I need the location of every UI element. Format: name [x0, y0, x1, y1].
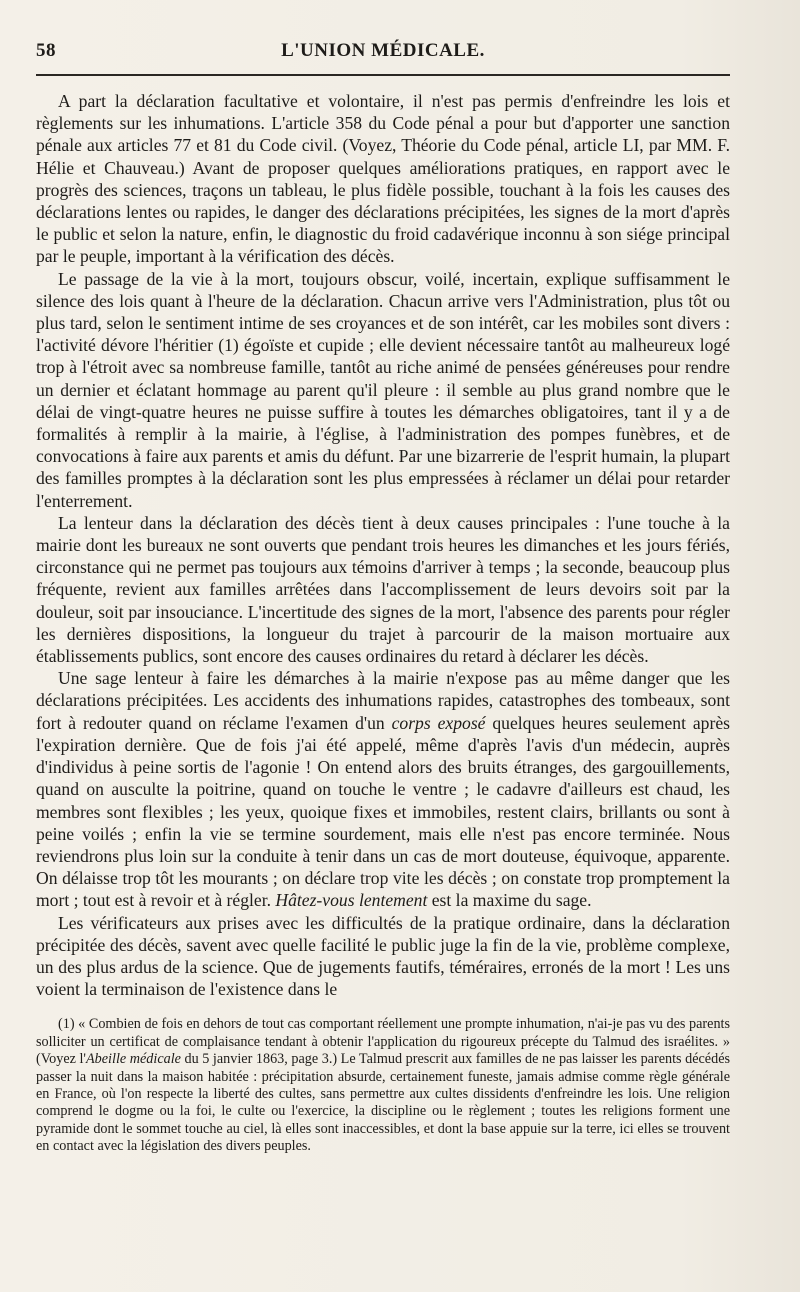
paragraph-4-part-b: quelques heures seulement après l'expiration dernière. Que de fois j'ai été appelé, même d'après l'avis d'un médecin, auprès d'individus à peine sortis de l'agonie ! On entend alors des bruits étranges, des gargouillements, quand on ausculte la poitrine, quand on touche le ventre ; le cadavre d'ailleurs est chaud, les membres sont flexibles ; les yeux, quoique fixes et immobiles, restent clairs, brillants ou sont à peine voilés ; enfin la vie se termine sourdement, mais elle n'est pas encore terminée. Nous reviendrons plus loin sur la conduite à tenir dans un cas de mort douteuse, équivoque, apparente. On délaisse trop tôt les mourants ; on déclare trop vite les décès ; on constate trop promptement la mort ; tout est à revoir et à régler. — [36, 712, 730, 911]
article-body — [36, 90, 730, 1000]
page-number: 58 — [36, 40, 56, 61]
paragraph-4 — [36, 667, 730, 911]
paragraph-4-emphasis-maxim: Hâtez-vous lentement — [275, 890, 428, 911]
paragraph-2: Le passage de la vie à la mort, toujours obscur, voilé, incertain, explique suffisamment le silence des lois quant à l'heure de la déclaration. Chacun arrive vers l'Administration, plus tôt ou plus tard, selon le sentiment intime de ses croyances et de son intérêt, car les mobiles sont divers : l'activité dévore l'héritier (1) égoïste et cupide ; elle devient nécessaire tantôt au malheureux logé trop à l'étroit avec sa nombreuse famille, tantôt au riche animé de pensées généreuses pour rendre un dernier et éclatant hommage au parent qu'il pleure : il semble au plus grand nombre que le délai de vingt-quatre heures ne puisse suffire à toutes les démarches obligatoires, tant il y a de formalités à remplir à la mairie, à l'église, à l'administration des pompes funèbres, et de convocations à faire aux parents et amis du défunt. Par une bizarrerie de l'esprit humain, la plupart des familles promptes à la déclaration sont les plus empressées à réclamer un délai pour retarder l'enterrement. — [36, 268, 730, 511]
running-head — [36, 34, 730, 70]
footnote — [36, 1016, 730, 1155]
paragraph-1: A part la déclaration facultative et volontaire, il n'est pas permis d'enfreindre les lois et règlements sur les inhumations. L'article 358 du Code pénal a pour but d'apporter une sanction pénale aux articles 77 et 81 du Code civil. (Voyez, Théorie du Code pénal, article LI, par MM. F. Hélie et Chauveau.) Avant de proposer quelques améliorations pratiques, en rapport avec le progrès des sciences, traçons un tableau, le plus fidèle possible, touchant à la fois les causes des déclarations lentes ou rapides, le danger des déclarations précipitées, les signes de la mort d'après le public et selon la nature, enfin, le diagnostic du froid cadavérique inconnu à son siége principal par le peuple, important à la vérification des décès. — [36, 91, 730, 267]
paragraph-4-emphasis-corps-expose: corps exposé — [391, 712, 486, 733]
journal-title: L'UNION MÉDICALE. — [281, 40, 485, 61]
paragraph-4-part-c: est la maxime du sage. — [427, 890, 592, 911]
footnote-emphasis-journal: Abeille médicale — [86, 1051, 181, 1068]
header-rule — [36, 74, 730, 76]
footnote-1 — [36, 1016, 730, 1155]
paragraph-4-part-a: Une sage lenteur à faire les démarches à la mairie n'expose pas au même danger que les déclarations précipitées. Les accidents des inhumations rapides, catastrophes des tombeaux, sont fort à redouter quand on réclame l'examen d'un — [36, 668, 730, 733]
paragraph-5: Les vérificateurs aux prises avec les difficultés de la pratique ordinaire, dans la déclaration précipitée des décès, savent avec quelle facilité le public juge la fin de la vie, problème complexe, un des plus ardus de la science. Que de jugements fautifs, téméraires, erronés de la mort ! Les uns voient la terminaison de l'existence dans le — [36, 912, 730, 1000]
footnote-part-a: (1) « Combien de fois en dehors de tout cas comportant réellement une prompte inhumation, n'ai-je pas vu des parents solliciter un certificat de complaisance tendant à obtenir l'application du rigoureux précepte du Talmud des israélites. » (Voyez l' — [36, 1016, 730, 1068]
footnote-part-b: du 5 janvier 1863, page 3.) Le Talmud prescrit aux familles de ne pas laisser les parents décédés passer la nuit dans la maison habitée : précipitation absurde, certainement funeste, jamais admise comme règle générale en France, où l'on respecte la liberté des cultes, sans permettre aux cultes dissidents d'enfreindre les lois. Une religion comprend le dogme ou la foi, le culte ou l'exercice, la discipline ou le règlement ; toutes les religions forment une pyramide dont le sommet touche au ciel, là elles sont inaccessibles, et dont la base appuie sur la terre, ici elles se trouvent en contact avec la législation des divers peuples. — [36, 1051, 731, 1155]
paragraph-3: La lenteur dans la déclaration des décès tient à deux causes principales : l'une touche à la mairie dont les bureaux ne sont ouverts que pendant trois heures les dimanches et les jours fériés, circonstance qui ne permet pas toujours aux témoins d'arriver à temps ; la seconde, beaucoup plus fréquente, revient aux familles arrêtées dans l'accomplissement de leurs devoirs soit par la douleur, soit par insouciance. L'incertitude des signes de la mort, l'absence des parents pour régler les dernières dispositions, la longueur du trajet à parcourir de la maison mortuaire aux établissements publics, sont encore des causes ordinaires du retard à déclarer les décès. — [36, 512, 730, 667]
